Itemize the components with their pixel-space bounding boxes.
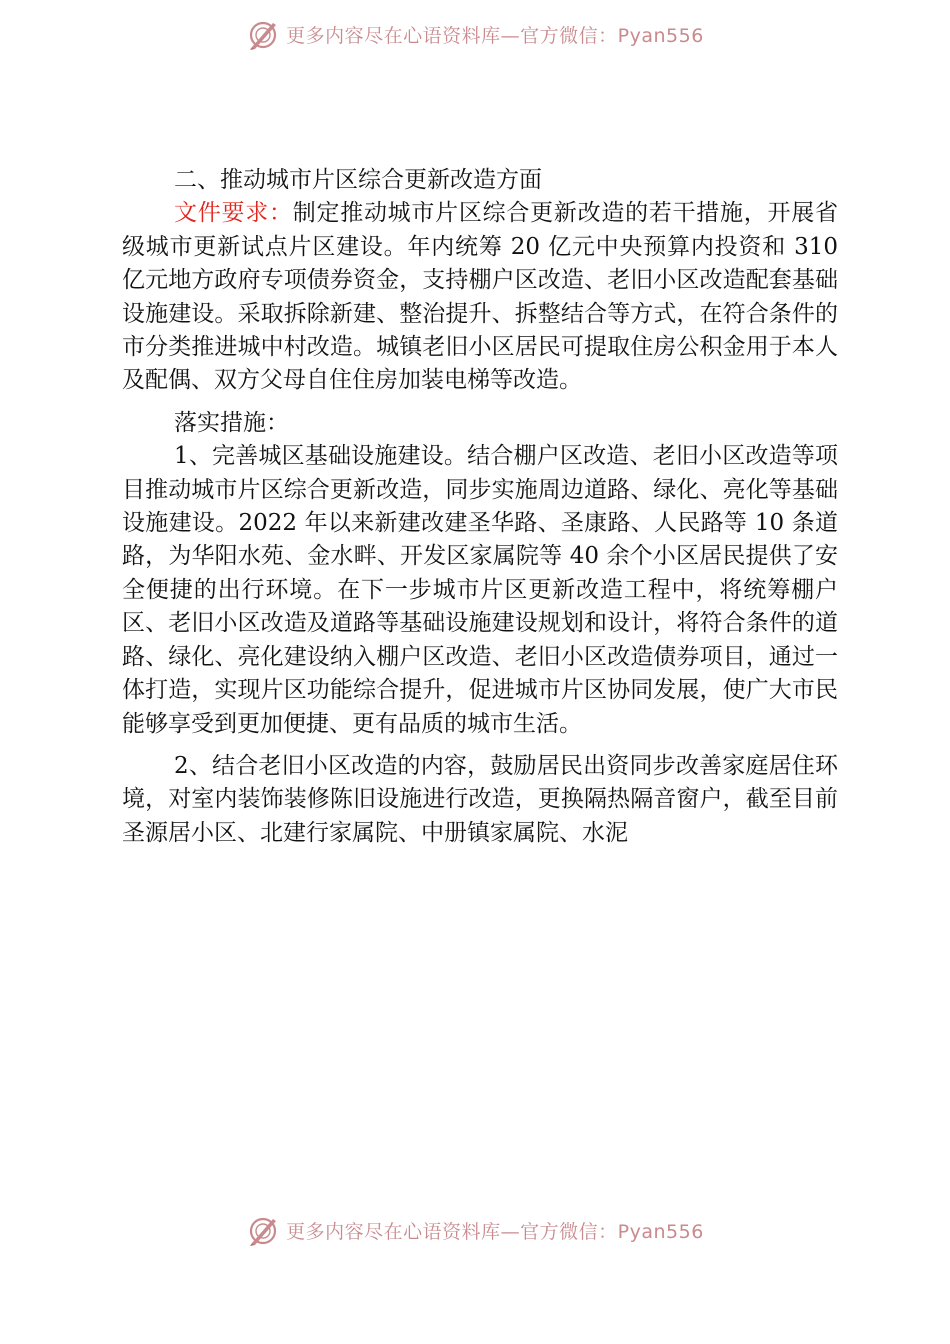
pen-circle-logo-icon [246, 17, 280, 51]
measures-label: 落实措施： [174, 409, 289, 436]
measure-1-paragraph: 1、完善城区基础设施建设。结合棚户区改造、老旧小区改造等项目推动城市片区综合更新改造，同步实施周边道路、绿化、亮化等基础设施建设。2022 年以来新建改建圣华路、圣康路、人民路等 10 条道路，为华阳水苑、金水畔、开发区家属院等 40 余个小区居民提供了安全便捷的出行环境。在下一步城市片区更新改造工程中，将统筹棚户区、老旧小区改造及道路等基础设施建设规划和设计，将符合条件的道路、绿化、亮化建设纳入棚户区改造、老旧小区改造债券项目，通过一体打造，实现片区功能综合提升，促进城市片区协同发展，使广大市民能够享受到更加便捷、更有品质的城市生活。 [122, 443, 838, 737]
banner-text: 更多内容尽在心语资料库—官方微信： [286, 24, 618, 47]
wechat-id: Pyan556 [617, 24, 704, 47]
banner-text: 更多内容尽在心语资料库—官方微信： [286, 1220, 618, 1243]
header-banner [0, 14, 950, 54]
header-banner-inner [246, 17, 704, 51]
footer-banner-inner [246, 1213, 704, 1247]
requirement-paragraph [122, 197, 838, 397]
wechat-id: Pyan556 [617, 1220, 704, 1243]
header-banner-text [286, 21, 704, 48]
requirement-label: 文件要求： [174, 200, 293, 227]
section-heading: 二、推动城市片区综合更新改造方面 [174, 167, 542, 193]
document-body [122, 164, 838, 850]
requirement-text: 制定推动城市片区综合更新改造的若干措施，开展省级城市更新试点片区建设。年内统筹 20 亿元中央预算内投资和 310 亿元地方政府专项债券资金，支持棚户区改造、老旧小区改造配套基础设施建设。采取拆除新建、整治提升、拆整结合等方式，在符合条件的市分类推进城中村改造。城镇老旧小区居民可提取住房公积金用于本人及配偶、双方父母自住住房加装电梯等改造。 [122, 200, 839, 394]
footer-banner-text [286, 1217, 704, 1244]
pen-circle-logo-icon [246, 1213, 280, 1247]
measure-2-paragraph: 2、结合老旧小区改造的内容，鼓励居民出资同步改善家庭居住环境，对室内装饰装修陈旧设施进行改造，更换隔热隔音窗户，截至目前圣源居小区、北建行家属院、中册镇家属院、水泥 [122, 752, 838, 846]
footer-banner [0, 1210, 950, 1250]
